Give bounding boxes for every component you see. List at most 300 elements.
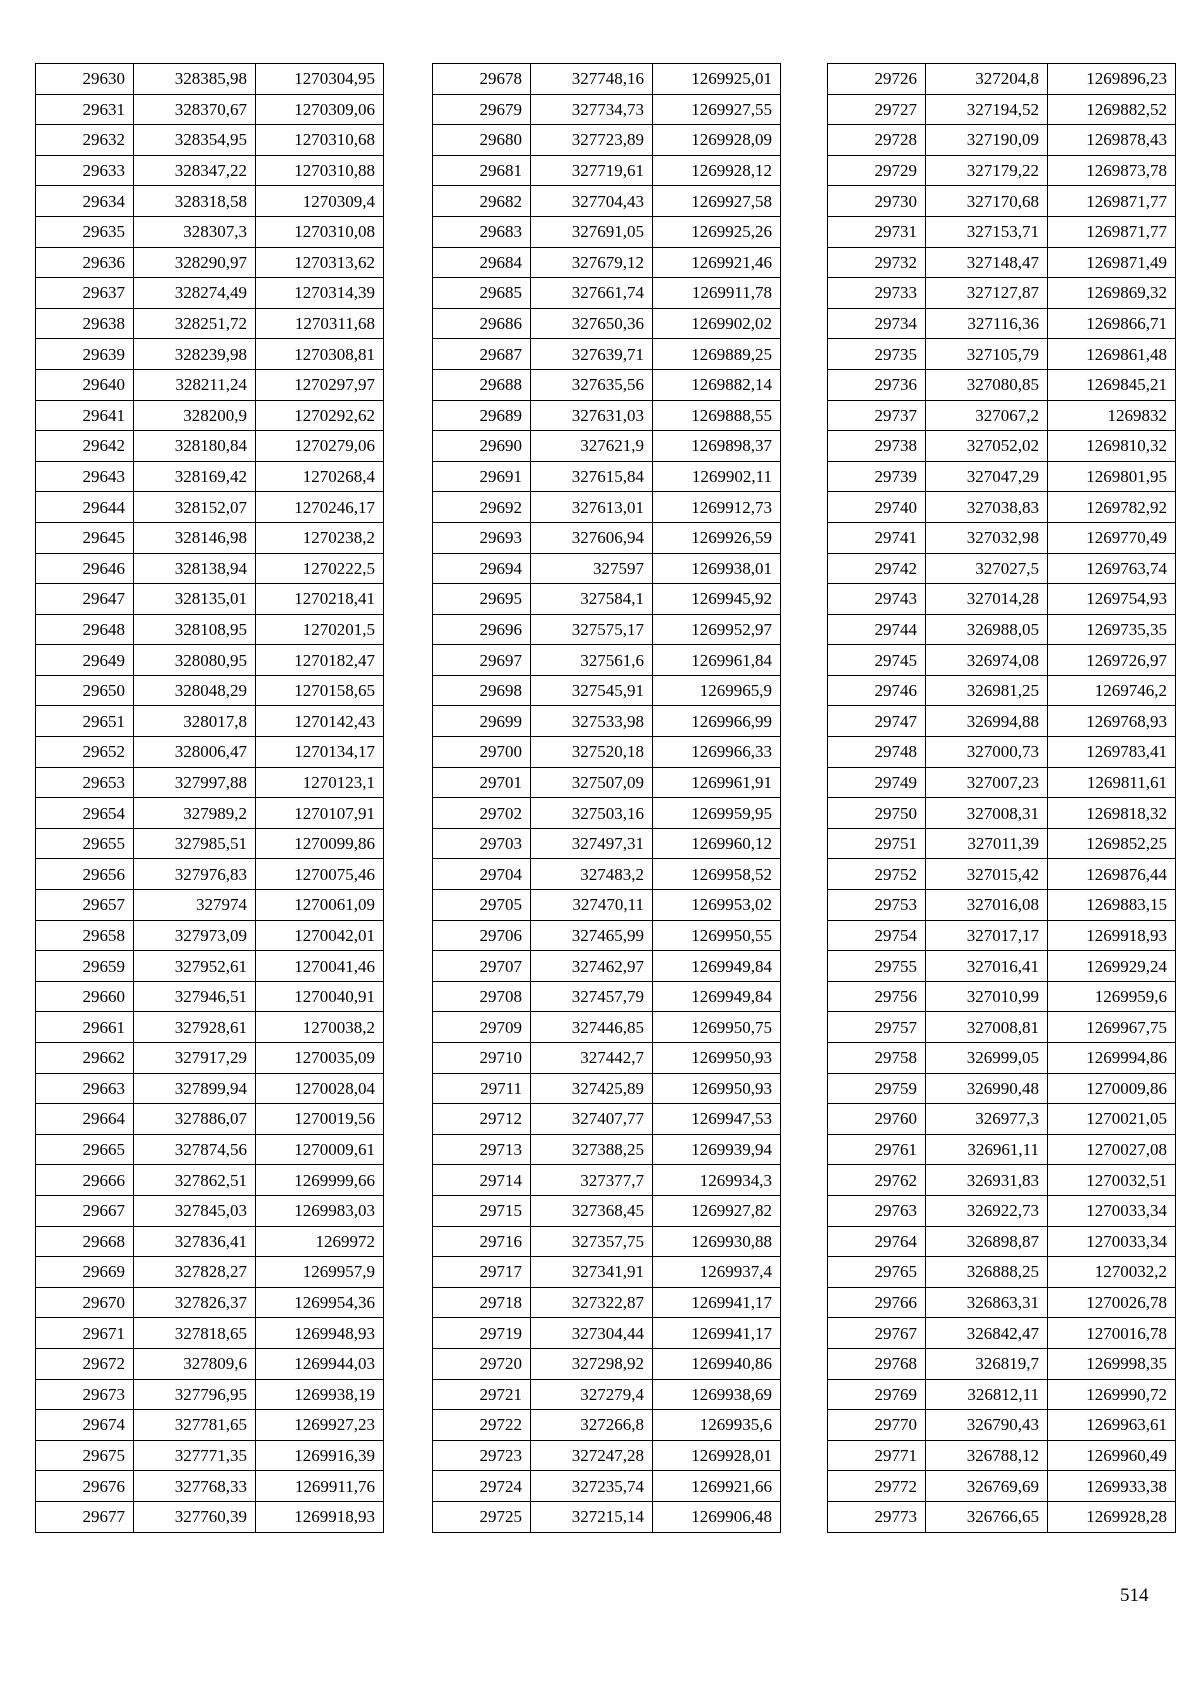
table-row <box>828 64 1176 95</box>
x-coordinate-cell: 327067,2 <box>926 400 1048 431</box>
point-number-cell: 29770 <box>828 1410 926 1441</box>
x-coordinate-cell: 327017,17 <box>926 920 1048 951</box>
point-number-cell: 29689 <box>433 400 531 431</box>
table-row <box>36 125 384 156</box>
table-row <box>36 951 384 982</box>
y-coordinate-cell: 1270019,56 <box>256 1104 384 1135</box>
y-coordinate-cell: 1269782,92 <box>1048 492 1176 523</box>
x-coordinate-cell: 327862,51 <box>134 1165 256 1196</box>
table-row <box>36 1043 384 1074</box>
point-number-cell: 29747 <box>828 706 926 737</box>
x-coordinate-cell: 327545,91 <box>531 675 653 706</box>
point-number-cell: 29649 <box>36 645 134 676</box>
point-number-cell: 29641 <box>36 400 134 431</box>
point-number-cell: 29662 <box>36 1043 134 1074</box>
y-coordinate-cell: 1269871,77 <box>1048 186 1176 217</box>
y-coordinate-cell: 1269746,2 <box>1048 675 1176 706</box>
point-number-cell: 29724 <box>433 1471 531 1502</box>
table-row <box>433 186 781 217</box>
point-number-cell: 29769 <box>828 1379 926 1410</box>
x-coordinate-cell: 327153,71 <box>926 216 1048 247</box>
table-row <box>828 951 1176 982</box>
x-coordinate-cell: 327575,17 <box>531 614 653 645</box>
point-number-cell: 29713 <box>433 1134 531 1165</box>
x-coordinate-cell: 327000,73 <box>926 737 1048 768</box>
x-coordinate-cell: 326898,87 <box>926 1226 1048 1257</box>
table-row <box>36 767 384 798</box>
y-coordinate-cell: 1269926,59 <box>653 522 781 553</box>
y-coordinate-cell: 1270222,5 <box>256 553 384 584</box>
x-coordinate-cell: 327615,84 <box>531 461 653 492</box>
y-coordinate-cell: 1269949,84 <box>653 951 781 982</box>
y-coordinate-cell: 1270123,1 <box>256 767 384 798</box>
y-coordinate-cell: 1269918,93 <box>256 1501 384 1532</box>
point-number-cell: 29656 <box>36 859 134 890</box>
table-row <box>433 1257 781 1288</box>
point-number-cell: 29688 <box>433 369 531 400</box>
x-coordinate-cell: 327734,73 <box>531 94 653 125</box>
table-row <box>36 1318 384 1349</box>
table-row <box>433 737 781 768</box>
y-coordinate-cell: 1269928,28 <box>1048 1501 1176 1532</box>
x-coordinate-cell: 327032,98 <box>926 522 1048 553</box>
point-number-cell: 29673 <box>36 1379 134 1410</box>
y-coordinate-cell: 1269933,38 <box>1048 1471 1176 1502</box>
y-coordinate-cell: 1269889,25 <box>653 339 781 370</box>
point-number-cell: 29753 <box>828 890 926 921</box>
x-coordinate-cell: 326990,48 <box>926 1073 1048 1104</box>
y-coordinate-cell: 1269983,03 <box>256 1195 384 1226</box>
x-coordinate-cell: 327170,68 <box>926 186 1048 217</box>
table-row <box>433 890 781 921</box>
table-row <box>828 767 1176 798</box>
point-number-cell: 29652 <box>36 737 134 768</box>
table-row <box>828 1471 1176 1502</box>
table-row <box>36 1165 384 1196</box>
x-coordinate-cell: 327917,29 <box>134 1043 256 1074</box>
y-coordinate-cell: 1269866,71 <box>1048 308 1176 339</box>
y-coordinate-cell: 1269811,61 <box>1048 767 1176 798</box>
x-coordinate-cell: 327719,61 <box>531 155 653 186</box>
table-row <box>36 890 384 921</box>
point-number-cell: 29726 <box>828 64 926 95</box>
table-row <box>36 461 384 492</box>
point-number-cell: 29717 <box>433 1257 531 1288</box>
x-coordinate-cell: 327845,03 <box>134 1195 256 1226</box>
point-number-cell: 29719 <box>433 1318 531 1349</box>
x-coordinate-cell: 327613,01 <box>531 492 653 523</box>
point-number-cell: 29668 <box>36 1226 134 1257</box>
point-number-cell: 29631 <box>36 94 134 125</box>
table-row <box>828 369 1176 400</box>
y-coordinate-cell: 1270304,95 <box>256 64 384 95</box>
table-row <box>433 431 781 462</box>
table-row <box>36 1379 384 1410</box>
point-number-cell: 29722 <box>433 1410 531 1441</box>
y-coordinate-cell: 1269921,46 <box>653 247 781 278</box>
x-coordinate-cell: 328347,22 <box>134 155 256 186</box>
point-number-cell: 29771 <box>828 1440 926 1471</box>
x-coordinate-cell: 327407,77 <box>531 1104 653 1135</box>
table-row <box>828 400 1176 431</box>
point-number-cell: 29752 <box>828 859 926 890</box>
table-row <box>36 706 384 737</box>
y-coordinate-cell: 1269928,12 <box>653 155 781 186</box>
point-number-cell: 29728 <box>828 125 926 156</box>
y-coordinate-cell: 1270238,2 <box>256 522 384 553</box>
table-row <box>36 859 384 890</box>
x-coordinate-cell: 326788,12 <box>926 1440 1048 1471</box>
x-coordinate-cell: 327533,98 <box>531 706 653 737</box>
y-coordinate-cell: 1269967,75 <box>1048 1012 1176 1043</box>
y-coordinate-cell: 1269952,97 <box>653 614 781 645</box>
table-row <box>36 1410 384 1441</box>
point-number-cell: 29772 <box>828 1471 926 1502</box>
x-coordinate-cell: 327768,33 <box>134 1471 256 1502</box>
point-number-cell: 29660 <box>36 981 134 1012</box>
y-coordinate-cell: 1269902,11 <box>653 461 781 492</box>
point-number-cell: 29669 <box>36 1257 134 1288</box>
y-coordinate-cell: 1269944,03 <box>256 1348 384 1379</box>
table-row <box>433 1287 781 1318</box>
table-row <box>433 584 781 615</box>
table-row <box>36 1073 384 1104</box>
table-row <box>36 1012 384 1043</box>
table-row <box>36 1501 384 1532</box>
y-coordinate-cell: 1269966,99 <box>653 706 781 737</box>
x-coordinate-cell: 328180,84 <box>134 431 256 462</box>
x-coordinate-cell: 327976,83 <box>134 859 256 890</box>
point-number-cell: 29768 <box>828 1348 926 1379</box>
x-coordinate-cell: 327874,56 <box>134 1134 256 1165</box>
table-row <box>36 798 384 829</box>
coordinate-table-body <box>433 64 781 1533</box>
coordinate-table-body <box>828 64 1176 1533</box>
table-row <box>433 981 781 1012</box>
coordinate-table-body <box>36 64 384 1533</box>
x-coordinate-cell: 327886,07 <box>134 1104 256 1135</box>
x-coordinate-cell: 328138,94 <box>134 553 256 584</box>
x-coordinate-cell: 327952,61 <box>134 951 256 982</box>
point-number-cell: 29657 <box>36 890 134 921</box>
y-coordinate-cell: 1269735,35 <box>1048 614 1176 645</box>
x-coordinate-cell: 327818,65 <box>134 1318 256 1349</box>
table-row <box>828 186 1176 217</box>
x-coordinate-cell: 327635,56 <box>531 369 653 400</box>
table-row <box>828 859 1176 890</box>
point-number-cell: 29642 <box>36 431 134 462</box>
point-number-cell: 29695 <box>433 584 531 615</box>
point-number-cell: 29644 <box>36 492 134 523</box>
x-coordinate-cell: 328370,67 <box>134 94 256 125</box>
y-coordinate-cell: 1269912,73 <box>653 492 781 523</box>
point-number-cell: 29653 <box>36 767 134 798</box>
table-row <box>828 1134 1176 1165</box>
point-number-cell: 29693 <box>433 522 531 553</box>
x-coordinate-cell: 327266,8 <box>531 1410 653 1441</box>
table-row <box>36 828 384 859</box>
y-coordinate-cell: 1270032,51 <box>1048 1165 1176 1196</box>
x-coordinate-cell: 327985,51 <box>134 828 256 859</box>
y-coordinate-cell: 1269898,37 <box>653 431 781 462</box>
x-coordinate-cell: 327584,1 <box>531 584 653 615</box>
table-row <box>433 64 781 95</box>
x-coordinate-cell: 326988,05 <box>926 614 1048 645</box>
x-coordinate-cell: 327116,36 <box>926 308 1048 339</box>
table-row <box>828 981 1176 1012</box>
x-coordinate-cell: 326974,08 <box>926 645 1048 676</box>
y-coordinate-cell: 1269972 <box>256 1226 384 1257</box>
x-coordinate-cell: 327357,75 <box>531 1226 653 1257</box>
y-coordinate-cell: 1269726,97 <box>1048 645 1176 676</box>
point-number-cell: 29636 <box>36 247 134 278</box>
table-row <box>828 1165 1176 1196</box>
x-coordinate-cell: 327650,36 <box>531 308 653 339</box>
x-coordinate-cell: 327038,83 <box>926 492 1048 523</box>
table-row <box>433 1073 781 1104</box>
y-coordinate-cell: 1269949,84 <box>653 981 781 1012</box>
x-coordinate-cell: 327723,89 <box>531 125 653 156</box>
y-coordinate-cell: 1269941,17 <box>653 1287 781 1318</box>
point-number-cell: 29748 <box>828 737 926 768</box>
table-row <box>36 737 384 768</box>
point-number-cell: 29682 <box>433 186 531 217</box>
y-coordinate-cell: 1270310,88 <box>256 155 384 186</box>
table-row <box>36 614 384 645</box>
y-coordinate-cell: 1269916,39 <box>256 1440 384 1471</box>
y-coordinate-cell: 1270158,65 <box>256 675 384 706</box>
x-coordinate-cell: 327007,23 <box>926 767 1048 798</box>
point-number-cell: 29651 <box>36 706 134 737</box>
table-row <box>36 64 384 95</box>
x-coordinate-cell: 327796,95 <box>134 1379 256 1410</box>
x-coordinate-cell: 327190,09 <box>926 125 1048 156</box>
table-row <box>433 1318 781 1349</box>
x-coordinate-cell: 328385,98 <box>134 64 256 95</box>
point-number-cell: 29749 <box>828 767 926 798</box>
y-coordinate-cell: 1270041,46 <box>256 951 384 982</box>
table-row <box>828 522 1176 553</box>
table-row <box>36 431 384 462</box>
x-coordinate-cell: 327215,14 <box>531 1501 653 1532</box>
table-row <box>433 369 781 400</box>
y-coordinate-cell: 1269852,25 <box>1048 828 1176 859</box>
y-coordinate-cell: 1270134,17 <box>256 737 384 768</box>
x-coordinate-cell: 328274,49 <box>134 278 256 309</box>
table-row <box>433 859 781 890</box>
point-number-cell: 29750 <box>828 798 926 829</box>
x-coordinate-cell: 327946,51 <box>134 981 256 1012</box>
table-row <box>36 94 384 125</box>
table-row <box>36 278 384 309</box>
table-row <box>36 1440 384 1471</box>
table-row <box>828 798 1176 829</box>
point-number-cell: 29745 <box>828 645 926 676</box>
x-coordinate-cell: 328251,72 <box>134 308 256 339</box>
y-coordinate-cell: 1269861,48 <box>1048 339 1176 370</box>
table-row <box>36 400 384 431</box>
y-coordinate-cell: 1270027,08 <box>1048 1134 1176 1165</box>
x-coordinate-cell: 326769,69 <box>926 1471 1048 1502</box>
x-coordinate-cell: 327080,85 <box>926 369 1048 400</box>
point-number-cell: 29661 <box>36 1012 134 1043</box>
table-row <box>433 216 781 247</box>
point-number-cell: 29763 <box>828 1195 926 1226</box>
table-row <box>828 1195 1176 1226</box>
y-coordinate-cell: 1269950,55 <box>653 920 781 951</box>
point-number-cell: 29734 <box>828 308 926 339</box>
point-number-cell: 29708 <box>433 981 531 1012</box>
x-coordinate-cell: 326961,11 <box>926 1134 1048 1165</box>
point-number-cell: 29646 <box>36 553 134 584</box>
y-coordinate-cell: 1270313,62 <box>256 247 384 278</box>
x-coordinate-cell: 327826,37 <box>134 1287 256 1318</box>
x-coordinate-cell: 328211,24 <box>134 369 256 400</box>
y-coordinate-cell: 1270309,06 <box>256 94 384 125</box>
y-coordinate-cell: 1270032,2 <box>1048 1257 1176 1288</box>
table-row <box>433 1379 781 1410</box>
point-number-cell: 29705 <box>433 890 531 921</box>
x-coordinate-cell: 327748,16 <box>531 64 653 95</box>
table-row <box>36 1195 384 1226</box>
table-row <box>433 798 781 829</box>
table-row <box>36 1257 384 1288</box>
point-number-cell: 29739 <box>828 461 926 492</box>
x-coordinate-cell: 327974 <box>134 890 256 921</box>
table-row <box>36 1104 384 1135</box>
x-coordinate-cell: 327105,79 <box>926 339 1048 370</box>
y-coordinate-cell: 1269921,66 <box>653 1471 781 1502</box>
x-coordinate-cell: 327235,74 <box>531 1471 653 1502</box>
point-number-cell: 29757 <box>828 1012 926 1043</box>
x-coordinate-cell: 327008,31 <box>926 798 1048 829</box>
x-coordinate-cell: 328017,8 <box>134 706 256 737</box>
table-row <box>36 1348 384 1379</box>
point-number-cell: 29742 <box>828 553 926 584</box>
table-row <box>433 155 781 186</box>
table-row <box>433 1226 781 1257</box>
table-row <box>828 553 1176 584</box>
point-number-cell: 29654 <box>36 798 134 829</box>
y-coordinate-cell: 1269906,48 <box>653 1501 781 1532</box>
point-number-cell: 29756 <box>828 981 926 1012</box>
table-row <box>433 522 781 553</box>
point-number-cell: 29648 <box>36 614 134 645</box>
y-coordinate-cell: 1269876,44 <box>1048 859 1176 890</box>
table-row <box>828 1501 1176 1532</box>
x-coordinate-cell: 327016,08 <box>926 890 1048 921</box>
point-number-cell: 29697 <box>433 645 531 676</box>
x-coordinate-cell: 327298,92 <box>531 1348 653 1379</box>
table-row <box>828 584 1176 615</box>
table-row <box>433 278 781 309</box>
table-row <box>433 94 781 125</box>
y-coordinate-cell: 1270246,17 <box>256 492 384 523</box>
x-coordinate-cell: 327377,7 <box>531 1165 653 1196</box>
y-coordinate-cell: 1270308,81 <box>256 339 384 370</box>
y-coordinate-cell: 1269937,4 <box>653 1257 781 1288</box>
x-coordinate-cell: 326994,88 <box>926 706 1048 737</box>
x-coordinate-cell: 327503,16 <box>531 798 653 829</box>
point-number-cell: 29700 <box>433 737 531 768</box>
point-number-cell: 29699 <box>433 706 531 737</box>
table-row <box>828 645 1176 676</box>
x-coordinate-cell: 327446,85 <box>531 1012 653 1043</box>
y-coordinate-cell: 1270038,2 <box>256 1012 384 1043</box>
y-coordinate-cell: 1269810,32 <box>1048 431 1176 462</box>
x-coordinate-cell: 327014,28 <box>926 584 1048 615</box>
x-coordinate-cell: 327507,09 <box>531 767 653 798</box>
y-coordinate-cell: 1269959,95 <box>653 798 781 829</box>
x-coordinate-cell: 326888,25 <box>926 1257 1048 1288</box>
table-row <box>828 461 1176 492</box>
point-number-cell: 29691 <box>433 461 531 492</box>
y-coordinate-cell: 1270292,62 <box>256 400 384 431</box>
x-coordinate-cell: 327989,2 <box>134 798 256 829</box>
point-number-cell: 29658 <box>36 920 134 951</box>
y-coordinate-cell: 1269873,78 <box>1048 155 1176 186</box>
x-coordinate-cell: 327047,29 <box>926 461 1048 492</box>
x-coordinate-cell: 328169,42 <box>134 461 256 492</box>
table-row <box>433 1195 781 1226</box>
y-coordinate-cell: 1269896,23 <box>1048 64 1176 95</box>
table-row <box>36 492 384 523</box>
point-number-cell: 29766 <box>828 1287 926 1318</box>
y-coordinate-cell: 1269911,76 <box>256 1471 384 1502</box>
table-row <box>433 1348 781 1379</box>
point-number-cell: 29638 <box>36 308 134 339</box>
x-coordinate-cell: 327194,52 <box>926 94 1048 125</box>
point-number-cell: 29686 <box>433 308 531 339</box>
y-coordinate-cell: 1269911,78 <box>653 278 781 309</box>
point-number-cell: 29741 <box>828 522 926 553</box>
y-coordinate-cell: 1269950,93 <box>653 1043 781 1074</box>
x-coordinate-cell: 328108,95 <box>134 614 256 645</box>
y-coordinate-cell: 1269994,86 <box>1048 1043 1176 1074</box>
x-coordinate-cell: 328048,29 <box>134 675 256 706</box>
y-coordinate-cell: 1269953,02 <box>653 890 781 921</box>
table-row <box>828 155 1176 186</box>
y-coordinate-cell: 1269927,23 <box>256 1410 384 1441</box>
x-coordinate-cell: 326819,7 <box>926 1348 1048 1379</box>
table-row <box>828 828 1176 859</box>
x-coordinate-cell: 326812,11 <box>926 1379 1048 1410</box>
x-coordinate-cell: 328152,07 <box>134 492 256 523</box>
table-row <box>36 186 384 217</box>
y-coordinate-cell: 1269938,19 <box>256 1379 384 1410</box>
y-coordinate-cell: 1269957,9 <box>256 1257 384 1288</box>
point-number-cell: 29740 <box>828 492 926 523</box>
point-number-cell: 29733 <box>828 278 926 309</box>
point-number-cell: 29743 <box>828 584 926 615</box>
point-number-cell: 29632 <box>36 125 134 156</box>
point-number-cell: 29694 <box>433 553 531 584</box>
y-coordinate-cell: 1270016,78 <box>1048 1318 1176 1349</box>
x-coordinate-cell: 327828,27 <box>134 1257 256 1288</box>
y-coordinate-cell: 1269882,14 <box>653 369 781 400</box>
point-number-cell: 29675 <box>36 1440 134 1471</box>
y-coordinate-cell: 1270182,47 <box>256 645 384 676</box>
y-coordinate-cell: 1270035,09 <box>256 1043 384 1074</box>
table-row <box>828 1012 1176 1043</box>
x-coordinate-cell: 327425,89 <box>531 1073 653 1104</box>
table-row <box>433 1410 781 1441</box>
y-coordinate-cell: 1270201,5 <box>256 614 384 645</box>
y-coordinate-cell: 1269999,66 <box>256 1165 384 1196</box>
table-row <box>433 614 781 645</box>
x-coordinate-cell: 327661,74 <box>531 278 653 309</box>
table-row <box>433 1440 781 1471</box>
